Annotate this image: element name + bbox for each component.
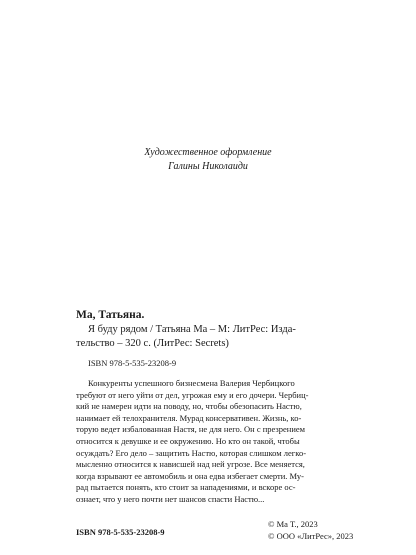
bib-line: тельство – 320 с. (ЛитРес: Secrets) (76, 338, 229, 349)
copyright-line: © ООО «ЛитРес», 2023 (268, 531, 354, 541)
annotation-line: осуждать? Его дело – защитить Настю, которая слишком легко- (76, 447, 307, 458)
annotation-line: ознает, что у него почти нет шансов спасти Настю... (76, 493, 265, 504)
annotation-line: нанимает ей телохранителя. Мурад консервативен. Жизнь, ко- (76, 412, 302, 423)
annotation-line: Конкуренты успешного бизнесмена Валерия Чербицкого (88, 378, 295, 388)
annotation-line: торую ведет избалованная Настя, не для него. Он с презрением (76, 424, 306, 435)
author-name: Ма, Татьяна. (76, 309, 145, 321)
annotation-line: кий не намерен идти на поводу, но, чтобы обезопасить Настю, (76, 401, 302, 412)
annotation-line: требуют от него уйти от дел, угрожая ему и его дочери. Чербиц- (76, 389, 309, 400)
annotation-line: мысленно относится к нависшей над ней угрозе. Все меняется, (76, 459, 305, 470)
annotation-line: когда взрывают ее автомобиль и она едва избегает смерти. Му- (76, 470, 304, 481)
annotation (76, 378, 358, 506)
art-credit-title: Художественное оформление (144, 147, 272, 158)
footer-isbn: ISBN 978-5-535-23208-9 (76, 527, 165, 537)
catalog-record (76, 308, 358, 506)
annotation-line: относится к девушке и ее окружению. Но кто он такой, чтобы (76, 435, 300, 446)
copyright-notice (268, 518, 353, 542)
art-credit-name: Галины Николаиди (168, 161, 248, 172)
art-credit (0, 146, 416, 174)
annotation-line: рад пытается понять, кто стоит за нападениями, и вскоре ос- (76, 482, 296, 493)
catalog-isbn: ISBN 978-5-535-23208-9 (88, 358, 177, 368)
bibliographic-description (76, 323, 358, 351)
bib-line: Я буду рядом / Татьяна Ма – М: ЛитРес: Изда- (88, 324, 296, 335)
copyright-line: © Ма Т., 2023 (268, 519, 318, 529)
